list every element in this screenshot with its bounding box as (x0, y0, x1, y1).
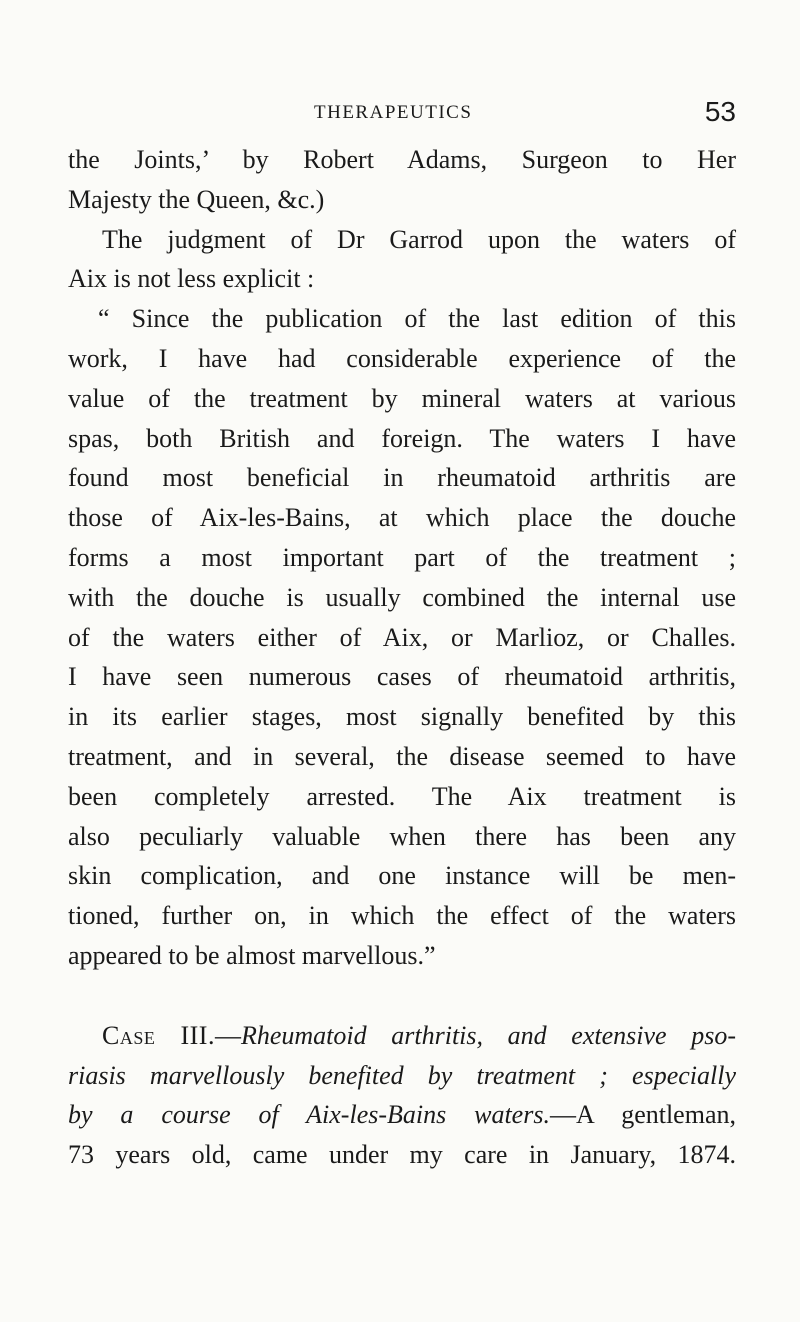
page-header (68, 96, 736, 140)
case-title-end: by a course of Aix-les-Bains waters. (68, 1100, 550, 1130)
text-line: spas, both British and foreign. The waters I have (68, 423, 736, 453)
case-text: —A gentleman, (549, 1100, 736, 1130)
text-line: forms a most important part of the treatment ; (68, 542, 736, 572)
case-title-line: riasis marvellously benefited by treatment ; especially (68, 1060, 736, 1090)
text-line: the Joints,’ by Robert Adams, Surgeon to Her (68, 145, 736, 174)
case-label: Case III. (102, 1020, 215, 1050)
paragraph-garrod (68, 220, 736, 300)
text-line: skin complication, and one instance will be men- (68, 861, 736, 891)
text-line: appeared to be almost marvellous.” (68, 940, 436, 970)
text-line: Majesty the Queen, &c.) (68, 184, 325, 214)
text-line: those of Aix-les-Bains, at which place the douche (68, 503, 736, 533)
text-line: work, I have had considerable experience of the (68, 343, 736, 373)
text-line: found most beneficial in rheumatoid arthritis are (68, 463, 736, 493)
paragraph-continuation (68, 140, 736, 220)
paragraph-gap (68, 976, 736, 1016)
case-line (68, 1095, 736, 1135)
case-line (68, 1016, 736, 1056)
text-line: The judgment of Dr Garrod upon the waters of (102, 224, 736, 254)
text-line: of the waters either of Aix, or Marlioz, or Challes. (68, 622, 736, 652)
page-number: 53 (704, 96, 736, 127)
text-line: 73 years old, came under my care in January, 1874. (68, 1140, 736, 1170)
text-line: also peculiarly valuable when there has been any (68, 821, 736, 851)
text-line: Aix is not less explicit : (68, 264, 315, 294)
text-line: treatment, and in several, the disease seemed to have (68, 741, 736, 771)
page-body (68, 140, 736, 1175)
running-head: THERAPEUTICS (314, 102, 473, 123)
text-line: been completely arrested. The Aix treatment is (68, 781, 736, 811)
text-line: value of the treatment by mineral waters at various (68, 383, 736, 413)
case-heading (68, 1016, 736, 1175)
case-title: Rheumatoid arthritis, and extensive pso- (240, 1020, 736, 1050)
text-line: in its earlier stages, most signally benefited by this (68, 702, 736, 732)
block-quote (68, 299, 736, 976)
case-dash: — (214, 1020, 241, 1050)
text-line: I have seen numerous cases of rheumatoid arthritis, (68, 662, 736, 692)
text-line: with the douche is usually combined the internal use (68, 582, 736, 612)
text-line: tioned, further on, in which the effect of the waters (68, 901, 736, 931)
text-line: “ Since the publication of the last edition of this (98, 304, 736, 334)
